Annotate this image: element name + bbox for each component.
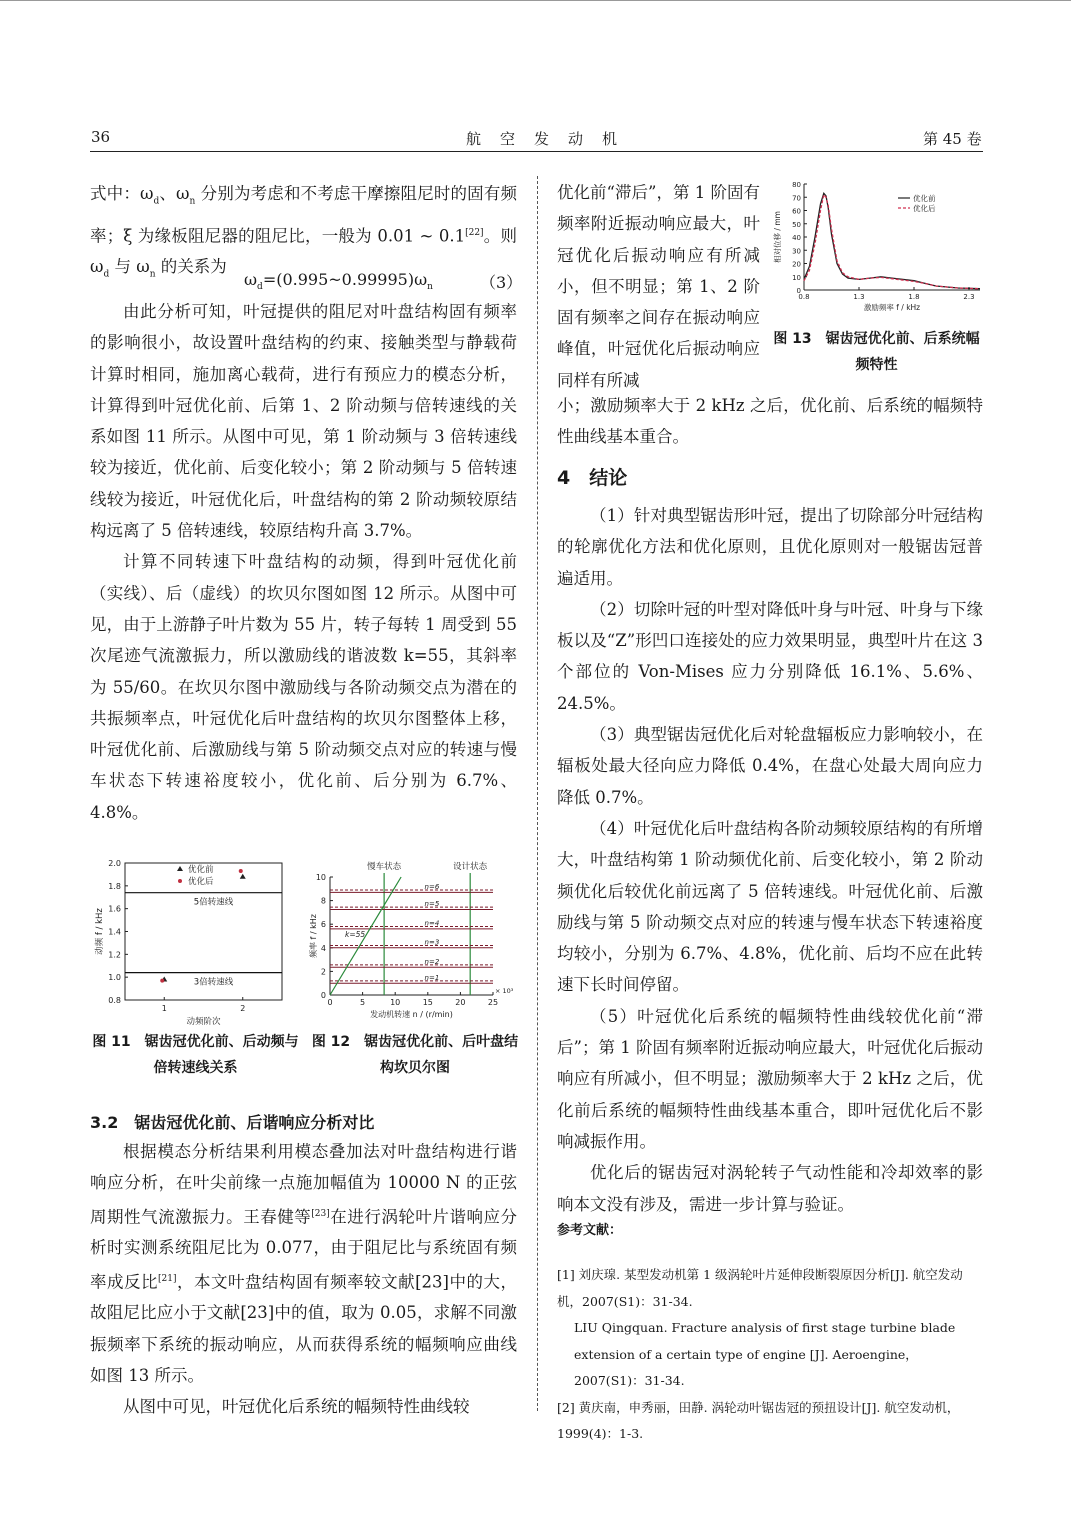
- fig13-ytick-label: 30: [792, 247, 801, 256]
- fig13-ytick-label: 70: [792, 194, 801, 203]
- fig12-mode-label: n=5: [424, 900, 440, 909]
- fig12-xtick-label: 0: [327, 998, 333, 1007]
- fig11-point-after: [239, 869, 243, 873]
- fig12-mode-label: n=6: [424, 882, 440, 891]
- fig11-ylabel: 动频 f / kHz: [95, 908, 105, 955]
- conclusion-3: （3）典型锯齿冠优化后对轮盘辐板应力影响较小，在辐板处最大径向应力降低 0.4%，在盘心处最大周向应力降低 0.7%。: [557, 725, 983, 807]
- fig11-ref-line-label: 5倍转速线: [193, 897, 234, 908]
- fig11-legend-marker: [177, 866, 183, 871]
- page-number: 36: [91, 128, 111, 146]
- fig12-ytick-label: 6: [320, 920, 326, 930]
- left-para-1: 式中：$\omega_d$、$\omega_n$ 分别为考虑和不考虑干摩擦阻尼时的固有频率；ξ 为缘板阻尼器的阻尼比，一般为 0.01 ~ 0.1[22]。则 $\omega_d$ 与 $\omega_n$ 的关系为: [90, 184, 518, 280]
- fig13-chart: [770, 178, 983, 323]
- left-para-4: 根据模态分析结果利用模态叠加法对叶盘结构进行谐响应分析，在叶尖前缘一点施加幅值为 10000 N 的正弦周期性气流激振力。王春健等[23]在进行涡轮叶片谐响应分析时实测系统阻尼比为 0.077，由于阻尼比与系统固有频率成反比[21]，本文叶盘结构固有频率较文献[23]中的大，故阻尼比应小于文献[23]中的值，取为 0.05，求解不同激振频率下系统的振动响应，从而获得系统的幅频响应曲线如图 13 所示。 从图中可见，叶冠优化后系统的幅频特性曲线较: [90, 1142, 518, 1417]
- volume: 第 45 卷: [923, 130, 982, 148]
- fig12-xtick-label: 20: [455, 998, 466, 1007]
- fig13-xtick-label: 1.3: [853, 293, 865, 301]
- fig13-ylabel: 相对位移 / mm: [773, 211, 782, 263]
- fig11-xlabel: 动频阶次: [186, 1017, 221, 1025]
- fig11-ref-line-label: 3倍转速线: [193, 977, 234, 988]
- fig12-xtick-label: 10: [390, 998, 401, 1007]
- fig11-ytick-label: 0.8: [108, 996, 121, 1005]
- reference-1: [1] 刘庆瑔. 某型发动机第 1 级涡轮叶片延伸段断裂原因分析[J]. 航空发动机，2007(S1)：31-34.: [557, 1267, 963, 1309]
- fig12-xlabel: 发动机转速 n / (r/min): [370, 1010, 453, 1019]
- fig13-ytick-label: 10: [792, 273, 801, 282]
- equation-number: （3）: [480, 273, 523, 292]
- fig13-legend-label: 优化前: [913, 194, 936, 203]
- fig12-mode-label: n=2: [424, 957, 440, 966]
- fig11-ytick-label: 1.2: [108, 950, 121, 960]
- top-border: [0, 0, 1071, 1]
- fig13-ytick-label: 80: [792, 181, 801, 189]
- fig12-ylabel: 频率 f / kHz: [309, 914, 318, 958]
- fig11-chart: [92, 855, 307, 1025]
- section-3-2-heading: 3.2 锯齿冠优化前、后谐响应分析对比: [90, 1113, 375, 1132]
- right-para-wrap: 优化前“滞后”，第 1 阶固有频率附近振动响应最大，叶冠优化后振动响应有所减小，但不明显；第 1、2 阶固有频率之间存在振动响应峰值，叶冠优化后振动响应同样有所减: [557, 183, 760, 390]
- fig12-caption: 图 12 锯齿冠优化前、后叶盘结构坎贝尔图: [311, 1034, 519, 1076]
- conclusions: [557, 500, 983, 1220]
- fig12-mode-label: n=1: [424, 973, 440, 982]
- fig11-legend-label: 优化前: [188, 865, 214, 875]
- fig11-ytick-label: 2.0: [108, 859, 121, 868]
- fig11-ytick-label: 1.8: [108, 881, 121, 891]
- fig12-xtick-label: 25: [487, 998, 499, 1007]
- column-divider: [537, 176, 538, 1411]
- fig11-ytick-label: 1.0: [108, 973, 121, 983]
- journal-title: 航 空 发 动 机: [466, 130, 620, 148]
- reference-2: [2] 黄庆南，申秀丽，田静. 涡轮动叶锯齿冠的预扭设计[J]. 航空发动机，1999(4)：1-3.: [557, 1399, 960, 1441]
- fig12-ytick-label: 4: [320, 943, 326, 953]
- fig11-point-before: [240, 874, 246, 879]
- conclusion-5: （5）叶冠优化后系统的幅频特性曲线较优化前“滞后”；第 1 阶固有频率附近振动响应最大，叶冠优化后振动响应有所减小，但不明显；激励频率大于 2 kHz 之后，优化前后系统的幅频特性曲线基本重合，即叶冠优化后不影响减振作用。: [557, 1006, 983, 1151]
- fig12-xtick-label: 5: [360, 998, 366, 1007]
- fig12-design-label: 设计状态: [453, 862, 488, 872]
- fig13-xlabel: 激励频率 f / kHz: [863, 303, 921, 312]
- fig13-xtick-label: 2.3: [963, 293, 975, 301]
- fig12-idle-label: 慢车状态: [367, 862, 402, 872]
- fig11-xtick-label: 2: [240, 1004, 246, 1013]
- fig12-x-multiplier: × 10³: [495, 987, 514, 995]
- fig13-series-before: [804, 193, 980, 288]
- conclusion-6: 优化后的锯齿冠对涡轮转子气动性能和冷却效率的影响本文没有涉及，需进一步计算与验证。: [557, 1163, 983, 1214]
- fig13-ytick-label: 50: [792, 220, 801, 229]
- fig12-mode-label: n=3: [424, 938, 440, 947]
- fig13-series-after: [804, 195, 980, 289]
- reference-1-en: LIU Qingquan. Fracture analysis of first stage turbine blade extension of a certain type of engine [J]. Aeroengine，2007(S1)：31-34.: [574, 1320, 956, 1388]
- conclusion-1: （1）针对典型锯齿形叶冠，提出了切除部分叶冠结构的轮廓优化方法和优化原则，且优化原则对一般锯齿冠普遍适用。: [557, 506, 983, 588]
- fig13-ytick-label: 20: [792, 260, 801, 269]
- fig12-xtick-label: 15: [422, 998, 433, 1007]
- references: [557, 1262, 983, 1448]
- fig13-ytick-label: 0: [796, 287, 801, 295]
- fig11-ytick-label: 1.4: [108, 927, 121, 937]
- fig13-ytick-label: 40: [792, 234, 801, 242]
- fig13-ytick-label: 60: [792, 207, 801, 216]
- fig12-excitation-line: [330, 877, 401, 995]
- fig11-xtick-label: 1: [161, 1004, 167, 1013]
- fig11-caption: 图 11 锯齿冠优化前、后动频与倍转速线关系: [92, 1034, 299, 1076]
- references-title: 参考文献：: [557, 1223, 623, 1238]
- conclusion-2: （2）切除叶冠的叶型对降低叶身与叶冠、叶身与下缘板以及“Z”形凹口连接处的应力效果明显，典型叶片在这 3 个部位的 Von-Mises 应力分别降低 16.1%、5.6%、24.5%。: [557, 599, 983, 713]
- fig13-xtick-label: 1.8: [908, 293, 920, 301]
- fig12-ytick-label: 8: [320, 896, 326, 906]
- fig11-legend-marker: [178, 879, 182, 883]
- fig13-legend-label: 优化后: [913, 204, 936, 213]
- fig12-ytick-label: 0: [320, 991, 326, 1000]
- header-rule: [90, 151, 983, 152]
- fig13-caption: 图 13 锯齿冠优化前、后系统幅频特性: [773, 331, 980, 373]
- fig11-point-after: [160, 979, 164, 983]
- fig13-xtick-label: 0.8: [798, 293, 810, 301]
- section-4-heading: 4 结论: [557, 467, 628, 489]
- fig12-ytick-label: 2: [320, 967, 326, 977]
- fig12-k-label: k=55: [344, 930, 366, 940]
- fig11-ytick-label: 1.6: [108, 904, 121, 914]
- fig12-chart: [308, 855, 518, 1025]
- fig12-mode-label: n=4: [424, 919, 440, 928]
- fig11-legend-label: 优化后: [188, 877, 214, 887]
- left-para-2: 由此分析可知，叶冠提供的阻尼对叶盘结构固有频率的影响很小，故设置叶盘结构的约束、接触类型与静载荷计算时相同，施加离心载荷，进行有预应力的模态分析，计算得到叶冠优化前、后第 1、2 阶动频与倍转速线的关系如图 11 所示。从图中可见，第 1 阶动频与 3 倍转速线较为接近，优化前、后变化较小；第 2 阶动频与 5 倍转速线较为接近，叶冠优化后，叶盘结构的第 2 阶动频较原结构远离了 5 倍转速线，较原结构升高 3.7%。 计算不同转速下叶盘结构的动频，得到叶冠优化前（实线）、后（虚线）的坎贝尔图如图 12 所示。从图中可见，由于上游静子叶片数为 55 片，转子每转 1 周受到 55 次尾迹气流激振力，所以激励线的谐波数 k=55，其斜率为 55/60。在坎贝尔图中激励线与各阶动频交点为潜在的共振频率点，叶冠优化后叶盘结构的坎贝尔图整体上移，叶冠优化前、后激励线与第 5 阶动频交点对应的转速与慢车状态下转速裕度较小，优化前、后分别为 6.7%、4.8%。: [90, 302, 517, 822]
- conclusion-4: （4）叶冠优化后叶盘结构各阶动频较原结构的有所增大，叶盘结构第 1 阶动频优化前、后变化较小，第 2 阶动频优化后较优化前远离了 5 倍转速线。叶冠优化前、后激励线与第 5 阶动频交点对应的转速与慢车状态下转速裕度均较小，分别为 6.7%、4.8%，优化前、后均不应在此转速下长时间停留。: [557, 818, 983, 995]
- equation-3: $\omega_d=(0.995\sim 0.99995)\omega_n$: [244, 270, 433, 293]
- fig12-ytick-label: 10: [315, 873, 326, 882]
- right-para-rest: 小；激励频率大于 2 kHz 之后，优化前、后系统的幅频特性曲线基本重合。: [557, 396, 983, 447]
